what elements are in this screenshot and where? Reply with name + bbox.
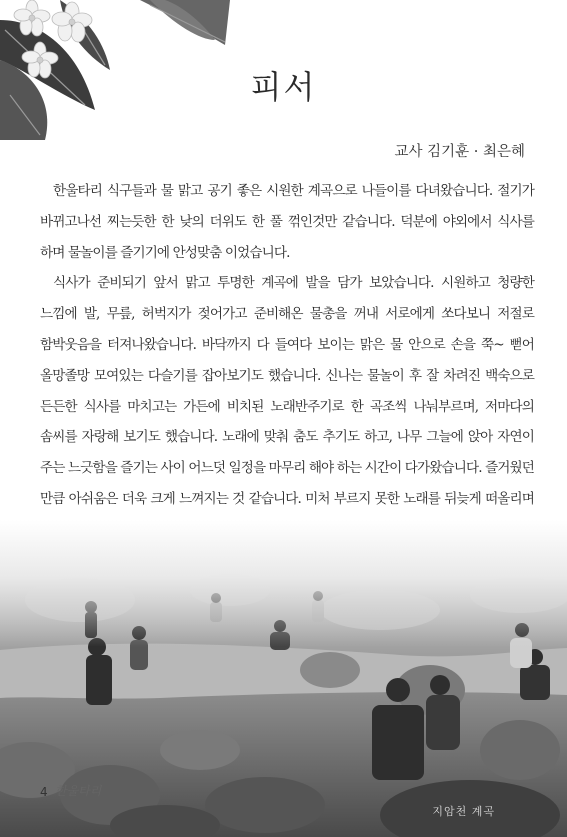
article-title: 피서 [250,68,317,106]
article-body [40,176,534,576]
body-paragraph-2: 식사가 준비되기 앞서 맑고 투명한 계곡에 발을 담가 보았습니다. 시원하고 청량한 느낌에 발, 무릎, 허벅지가 젖어가고 준비해온 물총을 꺼내 서로에게 쏘다보니 저절로 함박웃음을 터져나왔습니다. 바닥까지 다 들여다 보이는 맑은 물 안으로 손을 쭉~ 뻗어 올망졸망 모여있는 다슬기를 잡아보기도 했습니다. 신나는 물놀이 후 잘 차려진 백숙으로 든든한 식사를 마치고는 가든에 비치된 노래반주기로 한 곡조씩 나눠부르며, 저마다의 솜씨를 자랑해 보기도 했습니다. 노래에 맞춰 춤도 추기도 하고, 나무 그늘에 앉아 자연이 주는 느긋함을 즐기는 사이 어느덧 일정을 마무리 해야 하는 시간이 다가왔습니다. 즐거웠던 만큼 아쉬움은 더욱 크게 느껴지는 것 같습니다. 미처 부르지 못한 노래를 뒤늦게 떠올리며 [40,275,534,507]
page-number: 4 [40,785,48,799]
photo-caption: 지암천 계곡 [432,805,495,818]
body-paragraph-1: 한울타리 식구들과 물 맑고 공기 좋은 시원한 계곡으로 나들이를 다녀왔습니다. 절기가 바뀌고나선 찌는듯한 한 낮의 더위도 한 풀 꺾인것만 같습니다. 덕분에 야외에서 식사를 하며 물놀이를 즐기기에 안성맞춤 이었습니다. [40,183,534,261]
article-author: 교사 김기훈 · 최은혜 [394,144,525,160]
magazine-name: 한울타리 [55,784,102,798]
